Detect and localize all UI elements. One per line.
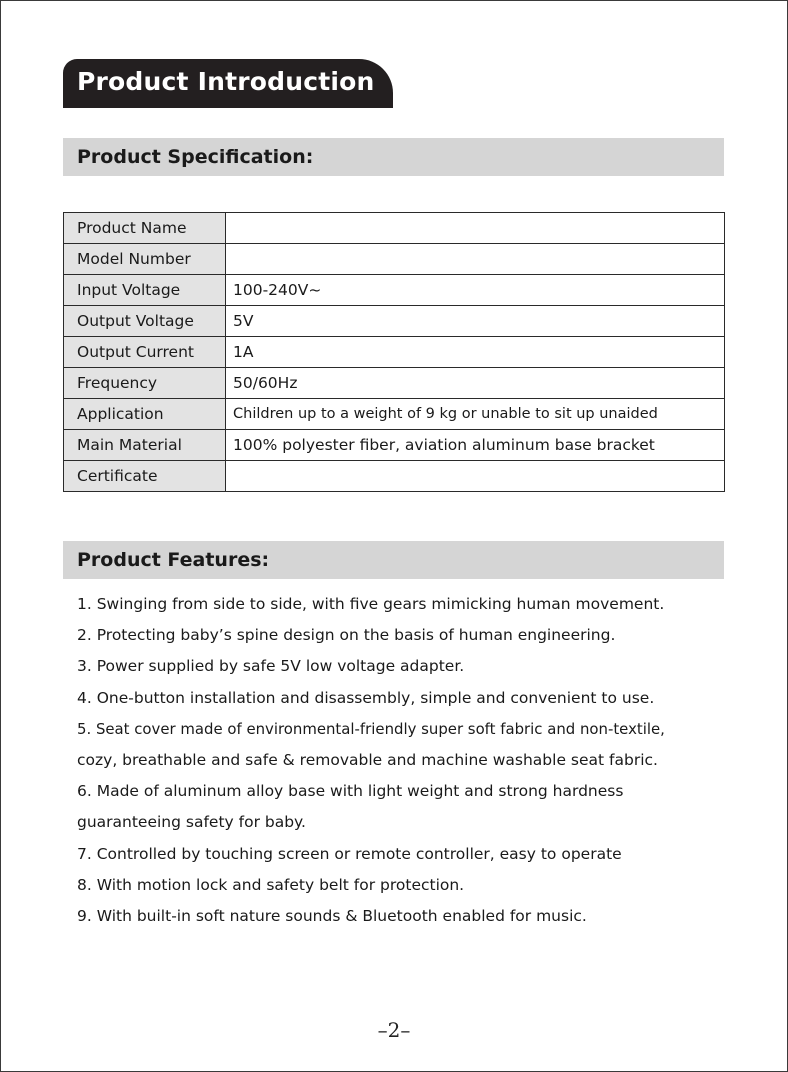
spec-value: 1A — [226, 337, 725, 368]
spec-label: Output Current — [64, 337, 226, 368]
table-row — [64, 306, 725, 337]
spec-label: Main Material — [64, 430, 226, 461]
table-row — [64, 461, 725, 492]
spec-value: Children up to a weight of 9 kg or unable to sit up unaided — [226, 399, 725, 430]
spec-value: 5V — [226, 306, 725, 337]
spec-label: Application — [64, 399, 226, 430]
list-item: 4. One-button installation and disassembly, simple and convenient to use. — [77, 688, 655, 707]
specification-table — [63, 212, 725, 492]
list-item: 8. With motion lock and safety belt for protection. — [77, 875, 465, 894]
page-number: –2– — [377, 1018, 411, 1042]
features-list — [77, 589, 777, 932]
spec-label: Product Name — [64, 213, 226, 244]
spec-value: 100-240V~ — [226, 275, 725, 306]
list-item: 1. Swinging from side to side, with five gears mimicking human movement. — [77, 595, 665, 613]
spec-label: Certificate — [64, 461, 226, 492]
list-item: 7. Controlled by touching screen or remote controller, easy to operate — [77, 844, 622, 863]
list-item: guaranteeing safety for baby. — [77, 813, 306, 832]
list-item: 2. Protecting baby’s spine design on the basis of human engineering. — [77, 626, 616, 645]
specification-heading: Product Specification: — [63, 138, 724, 176]
spec-value: 100% polyester fiber, aviation aluminum base bracket — [226, 430, 725, 461]
list-item: 5. Seat cover made of environmental-friendly super soft fabric and non-textile, — [77, 719, 665, 738]
table-row — [64, 275, 725, 306]
spec-value — [226, 213, 725, 244]
spec-value: 50/60Hz — [226, 368, 725, 399]
spec-label: Output Voltage — [64, 306, 226, 337]
spec-label: Input Voltage — [64, 275, 226, 306]
table-row — [64, 399, 725, 430]
list-item: 3. Power supplied by safe 5V low voltage adapter. — [77, 657, 465, 676]
list-item: 6. Made of aluminum alloy base with light weight and strong hardness — [77, 782, 624, 801]
page-title: Product Introduction — [63, 59, 393, 108]
table-row — [64, 430, 725, 461]
spec-value — [226, 461, 725, 492]
spec-value — [226, 244, 725, 275]
table-row — [64, 213, 725, 244]
table-row — [64, 244, 725, 275]
table-row — [64, 368, 725, 399]
spec-label: Frequency — [64, 368, 226, 399]
table-row — [64, 337, 725, 368]
list-item: 9. With built-in soft nature sounds & Bluetooth enabled for music. — [77, 907, 587, 926]
spec-label: Model Number — [64, 244, 226, 275]
features-heading: Product Features: — [63, 541, 724, 579]
list-item: cozy, breathable and safe & removable and machine washable seat fabric. — [77, 751, 658, 770]
